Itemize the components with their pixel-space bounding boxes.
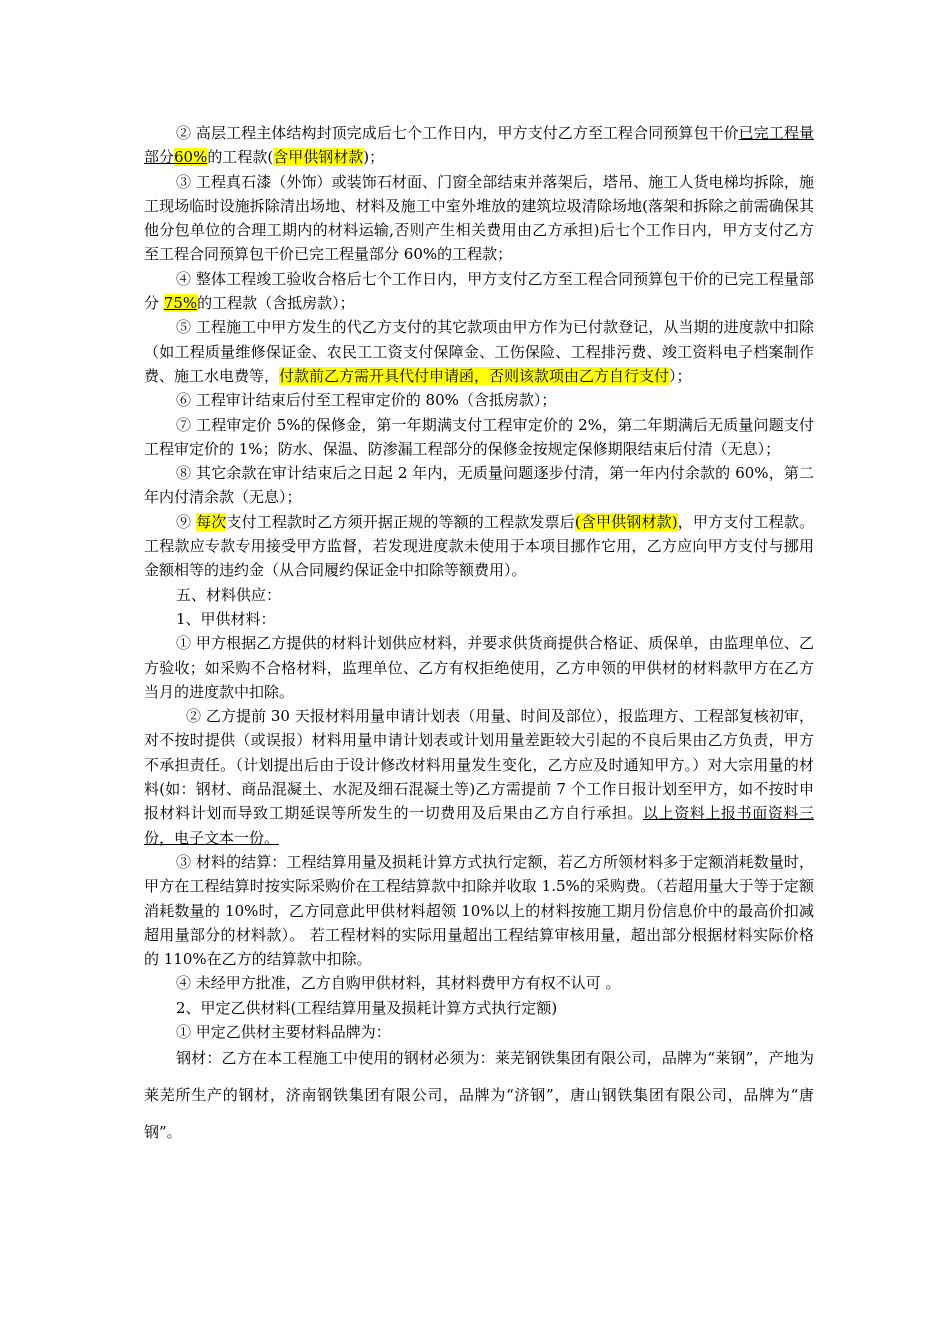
paragraph-text: 以上资料上报书面资料三份，电子文本一份。	[144, 804, 814, 847]
highlighted-text: (含甲供钢材款)	[574, 512, 678, 531]
paragraph-p9	[144, 583, 814, 607]
highlighted-text: 含甲供钢材款	[273, 148, 364, 167]
paragraph-text: ⑥ 工程审计结束后付至工程审定价的 80%（含抵房款）；	[176, 391, 557, 410]
paragraph-text: 钢材：乙方在本工程施工中使用的钢材必须为：莱芜钢铁集团有限公司，品牌为“莱钢”，产地为莱芜所生产的钢材，济南钢铁集团有限公司，品牌为“济钢”，唐山钢铁集团有限公司，品牌为“唐钢”。	[144, 1049, 814, 1142]
paragraph-p6	[144, 413, 814, 462]
paragraph-text: ② 乙方提前 30 天报材料用量申请计划表（用量、时间及部位），报监理方、工程部复核初审，对不按时提供（或误报）材料用量申请计划表或计划用量差距较大引起的不良后果由乙方负责，甲方不承担责任。（计划提出后由于设计修改材料用量发生变化，乙方应及时通知甲方。）对大宗用量的材料(如：钢材、商品混凝土、水泥及细石混凝土等)乙方需提前 7 个工作日报计划至甲方，如不按时申报材料计划而导致工期延误等所发生的一切费用及后果由乙方自行承担。	[144, 707, 814, 823]
paragraph-p1	[144, 121, 814, 170]
paragraph-text: 2、甲定乙供材料(工程结算用量及损耗计算方式执行定额)	[176, 998, 558, 1017]
paragraph-text: ③ 材料的结算：工程结算用量及损耗计算方式执行定额，若乙方所领材料多于定额消耗数量时，甲方在工程结算时按实际采购价在工程结算款中扣除并收取 1.5%的采购费。（若超用量大于等于定额消耗数量的 10%时，乙方同意此甲供材料超领 10%以上的材料按施工期月份信息价中的最高价扣减超用量部分的材料款）。 若工程材料的实际用量超出工程结算审核用量，超出部分根据材料实际价格的 110%在乙方的结算款中扣除。	[144, 852, 814, 969]
paragraph-p15	[144, 996, 814, 1020]
paragraph-p7	[144, 461, 814, 510]
paragraph-text: 1、甲供材料：	[176, 609, 276, 628]
paragraph-text: ① 甲定乙供材主要材料品牌为：	[176, 1022, 391, 1041]
highlighted-text: 60%	[174, 148, 208, 167]
highlighted-text: 付款前乙方需开具代付申请函，否则该款项由乙方自行支付	[279, 366, 670, 385]
paragraph-text: ，甲方支付工程款。工程款应专款专用接受甲方监督，若发现进度款未使用于本项目挪作它用，乙方应向甲方支付与挪用金额相等的违约金（从合同履约保证金中扣除等额费用）。	[144, 512, 814, 580]
highlighted-text: 每次	[196, 512, 227, 531]
paragraph-p5	[144, 388, 814, 412]
paragraph-text: ③ 工程真石漆（外饰）或装饰石材面、门窗全部结束并落架后，塔吊、施工人货电梯均拆除，施工现场临时设施拆除清出场地、材料及施工中室外堆放的建筑垃圾清除场地(落架和拆除之前需确保其他分包单位的合理工期内的材料运输,否则产生相关费用由乙方承担)后七个工作日内，甲方支付乙方至工程合同预算包干价已完工程量部分 60%的工程款；	[144, 172, 814, 264]
paragraph-text: ④ 整体工程竣工验收合格后七个工作日内，甲方支付乙方至工程合同预算包干价的已完工程量部分	[144, 269, 814, 313]
paragraph-text: ④ 未经甲方批准，乙方自购甲供材料，其材料费甲方有权不认可 。	[176, 974, 621, 993]
paragraph-text: ⑤ 工程施工中甲方发生的代乙方支付的其它款项由甲方作为已付款登记，从当期的进度款中扣除（如工程质量维修保证金、农民工工资支付保障金、工伤保险、工程排污费、竣工资料电子档案制作费、施工水电费等，	[144, 318, 814, 385]
highlighted-text: 75%	[163, 294, 198, 313]
paragraph-text: 的工程款（含抵房款）；	[197, 294, 355, 313]
paragraph-text: 支付工程款时乙方须开据正规的等额的工程款发票后	[226, 512, 575, 531]
paragraph-text: ⑧ 其它余款在审计结束后之日起 2 年内，无质量问题逐步付清，第一年内付余款的 60%，第二年内付清余款（无息）；	[144, 464, 814, 507]
paragraph-text: 的工程款(	[207, 148, 274, 167]
paragraph-p12	[144, 704, 814, 850]
paragraph-text: ）；	[669, 366, 692, 385]
paragraph-p4	[144, 315, 814, 388]
paragraph-p2	[144, 170, 814, 267]
paragraph-text: ① 甲方根据乙方提供的材料计划供应材料，并要求供货商提供合格证、质保单，由监理单位、乙方验收；如采购不合格材料，监理单位、乙方有权拒绝使用，乙方申领的甲供材的材料款甲方在乙方当月的进度款中扣除。	[144, 634, 814, 701]
paragraph-text: ⑦ 工程审定价 5%的保修金，第一年期满支付工程审定价的 2%，第二年期满后无质量问题支付工程审定价的 1%；防水、保温、防渗漏工程部分的保修金按规定保修期限结束后付清（无息）；	[144, 415, 814, 458]
paragraph-text: 已完工程量部分	[144, 124, 814, 167]
paragraph-text: ② 高层工程主体结构封顶完成后七个工作日内，甲方支付乙方至工程合同预算包干价	[176, 124, 739, 142]
paragraph-text: 五、材料供应：	[176, 585, 282, 604]
paragraph-p8	[144, 510, 814, 583]
paragraph-p13	[144, 850, 814, 971]
paragraph-text: ⑨	[176, 512, 197, 531]
paragraph-p17	[144, 1040, 814, 1151]
paragraph-p10	[144, 607, 814, 631]
paragraph-p3	[144, 267, 814, 316]
paragraph-p14	[144, 971, 814, 995]
paragraph-text: )；	[363, 148, 385, 167]
document-page	[144, 121, 814, 1151]
paragraph-p11	[144, 631, 814, 704]
